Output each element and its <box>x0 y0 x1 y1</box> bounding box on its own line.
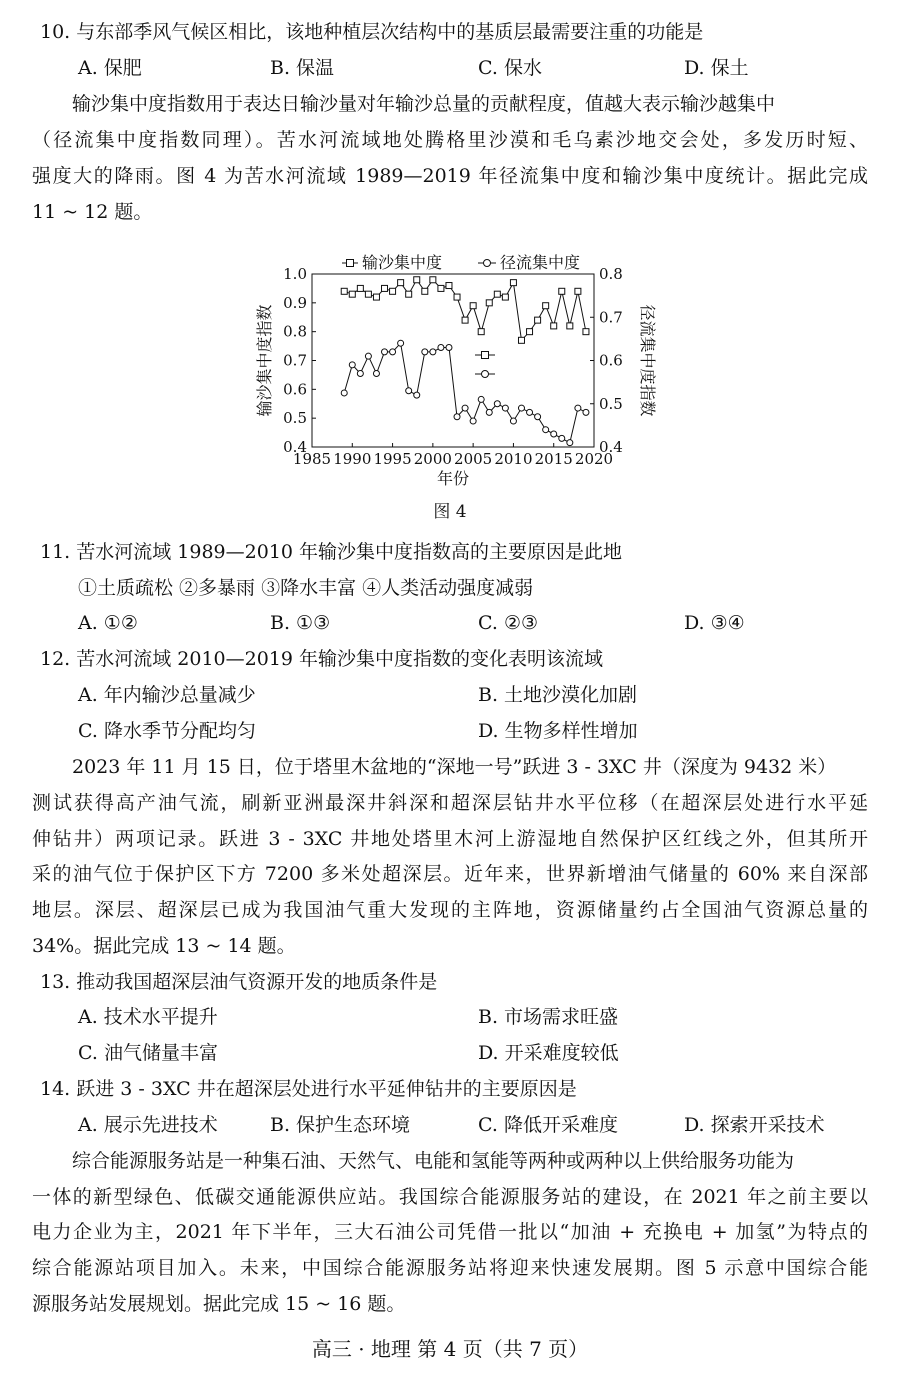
sediment-series-line <box>344 280 586 341</box>
sediment-data-point <box>349 291 355 297</box>
q12-option-a: A. 年内输沙总量减少 <box>78 684 256 706</box>
passage2-line-1: 2023 年 11 月 15 日，位于塔里木盆地的“深地一号”跃进 3 - 3XC 井（深度为 9432 米） <box>72 756 837 778</box>
runoff-data-point <box>422 349 428 355</box>
x-tick-label: 1995 <box>373 450 412 468</box>
q14-stem: 14. 跃进 3 - 3XC 井在超深层处进行水平延伸钻井的主要原因是 <box>40 1078 577 1100</box>
passage2-line-6: 34%。据此完成 13 ~ 14 题。 <box>32 935 296 957</box>
sediment-data-point <box>414 277 420 283</box>
q12-option-d: D. 生物多样性增加 <box>478 720 638 742</box>
x-axis-label: 年份 <box>436 469 470 488</box>
runoff-data-point <box>535 414 541 420</box>
runoff-data-point <box>414 392 420 398</box>
sediment-data-point <box>486 300 492 306</box>
y-right-tick-label: 0.4 <box>599 438 623 456</box>
runoff-data-point <box>543 427 549 433</box>
runoff-data-point <box>559 435 565 441</box>
runoff-data-point <box>357 370 363 376</box>
y-left-axis-label: 输沙集中度指数 <box>255 304 274 417</box>
runoff-data-point <box>382 349 388 355</box>
plot-frame <box>312 274 594 447</box>
sediment-data-point <box>518 337 524 343</box>
sediment-data-point <box>430 277 436 283</box>
runoff-data-point <box>438 345 444 351</box>
passage3-line-3: 电力企业为主，2021 年下半年，三大石油公司凭借一批以“加油 + 充换电 + 加氢”为特点的 <box>32 1221 868 1243</box>
runoff-data-point <box>502 405 508 411</box>
y-right-axis-label: 径流集中度指数 <box>638 304 657 417</box>
q13-stem: 13. 推动我国超深层油气资源开发的地质条件是 <box>40 971 438 993</box>
figure-4 <box>250 248 657 498</box>
runoff-data-point <box>510 418 516 424</box>
runoff-data-point <box>478 396 484 402</box>
sediment-data-point <box>543 303 549 309</box>
sediment-data-point <box>551 323 557 329</box>
passage3-line-1: 综合能源服务站是一种集石油、天然气、电能和氢能等两种或两种以上供给服务功能为 <box>72 1150 795 1172</box>
q11-items: ①土质疏松 ②多暴雨 ③降水丰富 ④人类活动强度减弱 <box>78 577 534 599</box>
runoff-data-point <box>349 362 355 368</box>
q10-option-c: C. 保水 <box>478 57 542 79</box>
sediment-data-point <box>502 294 508 300</box>
passage2-line-5: 地层。深层、超深层已成为我国油气重大发现的主阵地，资源储量约占全国油气资源总量的 <box>32 899 868 921</box>
q11-option-b: B. ①③ <box>270 612 331 634</box>
runoff-data-point <box>341 390 347 396</box>
figure-caption: 图 4 <box>433 502 467 522</box>
q11-stem: 11. 苦水河流域 1989—2010 年输沙集中度指数高的主要原因是此地 <box>40 541 623 563</box>
sediment-data-point <box>559 288 565 294</box>
passage2-line-2: 测试获得高产油气流，刷新亚洲最深井斜深和超深层钻井水平位移（在超深层处进行水平延 <box>32 792 868 814</box>
runoff-data-point <box>373 370 379 376</box>
page-footer: 高三 · 地理 第 4 页（共 7 页） <box>311 1337 589 1361</box>
runoff-data-point <box>462 405 468 411</box>
y-left-tick-label: 1.0 <box>283 265 307 283</box>
sediment-data-point <box>438 285 444 291</box>
runoff-data-point <box>486 409 492 415</box>
y-left-tick-label: 0.6 <box>283 380 307 399</box>
runoff-data-point <box>430 349 436 355</box>
legend-circle-marker <box>484 260 491 267</box>
q13-option-b: B. 市场需求旺盛 <box>478 1006 619 1028</box>
sediment-data-point <box>406 291 412 297</box>
x-tick-label: 1985 <box>292 450 332 468</box>
sediment-data-point <box>583 329 589 335</box>
q14-option-b: B. 保护生态环境 <box>270 1114 411 1136</box>
legend <box>342 253 580 272</box>
legend-label-sediment: 输沙集中度 <box>362 253 443 272</box>
q13-option-c: C. 油气储量丰富 <box>78 1042 218 1064</box>
x-tick-label: 2005 <box>454 450 493 468</box>
runoff-data-point <box>527 409 533 415</box>
runoff-data-point <box>494 401 500 407</box>
sediment-data-point <box>382 285 388 291</box>
x-tick-label: 2015 <box>534 450 573 468</box>
q10-stem: 10. 与东部季风气候区相比，该地种植层次结构中的基质层最需要注重的功能是 <box>40 21 704 43</box>
sediment-data-point <box>390 288 396 294</box>
q13-option-a: A. 技术水平提升 <box>78 1006 218 1028</box>
sediment-data-point <box>575 288 581 294</box>
runoff-data-point <box>398 340 404 346</box>
x-tick-label: 2000 <box>413 450 452 468</box>
sediment-data-point <box>494 291 500 297</box>
q14-option-c: C. 降低开采难度 <box>478 1114 618 1136</box>
legend-label-runoff: 径流集中度 <box>500 253 581 272</box>
sediment-data-point <box>567 323 573 329</box>
sediment-data-point <box>535 317 541 323</box>
q10-option-d: D. 保土 <box>684 57 749 79</box>
runoff-data-point <box>567 440 573 446</box>
passage1-line-2: （径流集中度指数同理）。苦水河流域地处腾格里沙漠和毛乌素沙地交会处，多发历时短、 <box>32 129 868 151</box>
x-tick-label: 2010 <box>494 450 533 468</box>
y-left-tick-label: 0.8 <box>283 322 307 341</box>
sediment-data-point <box>357 285 363 291</box>
y-right-tick-label: 0.8 <box>599 265 623 283</box>
passage2-line-3: 伸钻井）两项记录。跃进 3 - 3XC 井地处塔里木河上游湿地自然保护区红线之外，但其所开 <box>32 828 868 850</box>
q13-option-d: D. 开采难度较低 <box>478 1042 619 1064</box>
passage1-line-1: 输沙集中度指数用于表达日输沙量对年输沙总量的贡献程度，值越大表示输沙越集中 <box>72 93 776 115</box>
y-left-tick-label: 0.7 <box>283 351 307 370</box>
q11-option-c: C. ②③ <box>478 612 539 634</box>
passage3-line-4: 综合能源站项目加入。未来，中国综合能源服务站将迎来快速发展期。图 5 示意中国综合能 <box>32 1257 868 1279</box>
runoff-data-point <box>575 405 581 411</box>
passage1-line-4: 11 ~ 12 题。 <box>32 201 153 223</box>
q10-option-b: B. 保温 <box>270 57 335 79</box>
sediment-data-point <box>527 329 533 335</box>
x-tick-label: 1990 <box>333 450 372 468</box>
y-right-tick-label: 0.7 <box>599 308 623 327</box>
passage2-line-4: 采的油气位于保护区下方 7200 多米处超深层。近年来，世界新增油气储量的 60% 来自深部 <box>32 863 868 885</box>
q12-stem: 12. 苦水河流域 2010—2019 年输沙集中度指数的变化表明该流域 <box>40 648 604 670</box>
sediment-data-point <box>478 329 484 335</box>
runoff-data-point <box>518 405 524 411</box>
series-lines <box>341 277 589 446</box>
sediment-data-point <box>398 280 404 286</box>
sediment-data-point <box>510 280 516 286</box>
sediment-data-point <box>470 303 476 309</box>
y-left-tick-label: 0.9 <box>283 293 307 312</box>
runoff-data-point <box>551 431 557 437</box>
sediment-data-point <box>365 291 371 297</box>
passage3-line-5: 源服务站发展规划。据此完成 15 ~ 16 题。 <box>32 1293 406 1315</box>
runoff-data-point <box>454 414 460 420</box>
q11-option-d: D. ③④ <box>684 612 745 634</box>
runoff-data-point <box>390 349 396 355</box>
q12-option-c: C. 降水季节分配均匀 <box>78 720 256 742</box>
x-tick-label: 2020 <box>574 450 614 468</box>
sediment-data-point <box>446 283 452 289</box>
passage1-line-3: 强度大的降雨。图 4 为苦水河流域 1989—2019 年径流集中度和输沙集中度统计。据此完成 <box>32 165 868 187</box>
y-left-tick-label: 0.4 <box>283 438 307 456</box>
legend-square-marker <box>347 260 354 267</box>
q12-option-b: B. 土地沙漠化加剧 <box>478 684 638 706</box>
sediment-data-point <box>422 288 428 294</box>
runoff-data-point <box>470 418 476 424</box>
passage3-line-2: 一体的新型绿色、低碳交通能源供应站。我国综合能源服务站的建设，在 2021 年之前主要以 <box>32 1186 868 1208</box>
runoff-data-point <box>446 345 452 351</box>
runoff-data-point <box>406 388 412 394</box>
figure-4-chart <box>250 248 657 498</box>
y-right-tick-label: 0.5 <box>599 394 623 413</box>
q14-option-d: D. 探索开采技术 <box>684 1114 825 1136</box>
y-left-tick-label: 0.5 <box>283 409 307 428</box>
sediment-data-point <box>454 294 460 300</box>
inner-key <box>475 352 495 378</box>
y-right-tick-label: 0.6 <box>599 351 623 370</box>
q11-option-a: A. ①② <box>78 612 138 634</box>
sediment-data-point <box>341 288 347 294</box>
runoff-series-line <box>344 343 586 443</box>
sediment-data-point <box>462 317 468 323</box>
runoff-data-point <box>365 353 371 359</box>
q14-option-a: A. 展示先进技术 <box>78 1114 218 1136</box>
q10-option-a: A. 保肥 <box>78 57 142 79</box>
runoff-data-point <box>583 409 589 415</box>
sediment-data-point <box>373 294 379 300</box>
